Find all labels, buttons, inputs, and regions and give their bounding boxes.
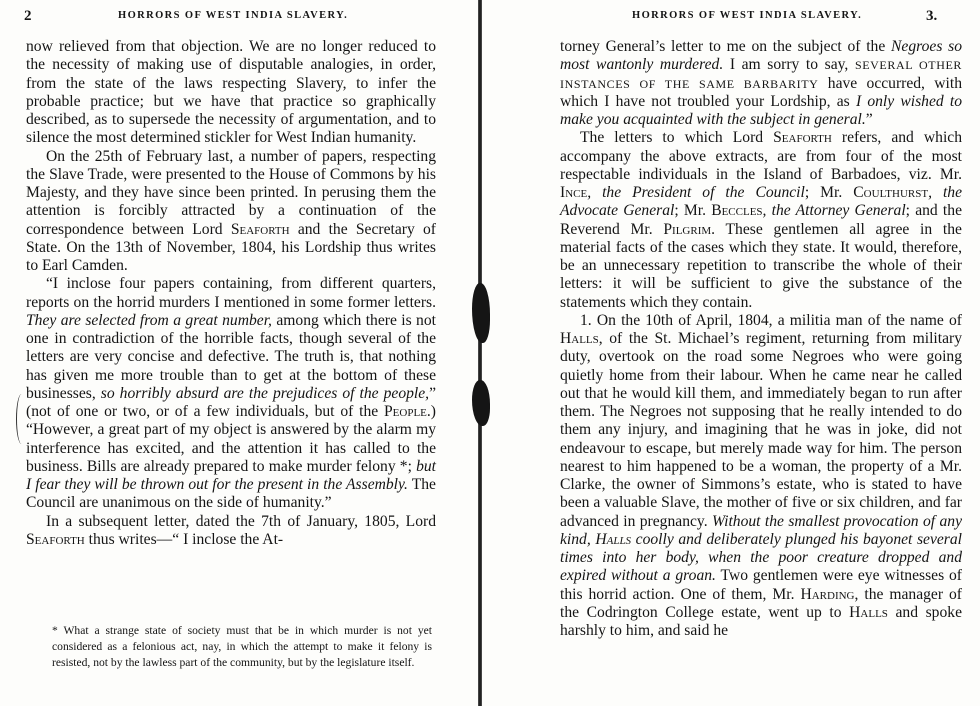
text-run: ” (not of one or two, or of a few individuals, but of the (26, 384, 436, 420)
left-paragraph-4 (26, 513, 436, 550)
right-running-head: HORRORS OF WEST INDIA SLAVERY. (632, 10, 863, 21)
text-run: ; Mr. (674, 202, 712, 220)
italic-run: , the Attorney General (762, 202, 906, 220)
text-run: among which there is not one in contradiction of the horrible facts, though several of the letters are very concise and defective. The truth is, that nothing has given me more trouble than to get at the bottom of these businesses, (26, 311, 436, 402)
italic-run: coolly and deliberately plunged his bayonet several times into her body, when the poor creature dropped and expired without a groan. (560, 530, 962, 585)
italic-run: Without the smallest provocation of any kind, (560, 512, 962, 548)
text-run: The Council are unanimous on the side of humanity.” (26, 476, 436, 512)
italic-run: They are selected from a great number, (26, 311, 272, 329)
name-coulthurst: Coulthurst (853, 184, 929, 201)
text-run: and spoke harshly to him, and said he (560, 603, 962, 639)
left-paragraph-1: now relieved from that objection. We are no longer reduced to the necessity of making use of disputable analogies, in order, from the state of the laws respecting Slavery, to infer the probable practice; but we have that practice so graphically described, as to supersede the necessity of argumentation, and to silence the most determined stickler for West Indian humanity. (26, 38, 436, 147)
italic-run: Negroes so most wantonly murdered. (560, 38, 962, 74)
italic-run: so horribly absurd are the prejudices of the people, (100, 384, 430, 402)
text-run: 1. On the 10th of April, 1804, a militia man of the name of (580, 311, 962, 329)
text-run: thus writes—“ I inclose the At- (84, 530, 284, 548)
italic-run: , the President of the Council (587, 184, 805, 201)
right-paragraph-3 (560, 312, 962, 641)
name-ince: Ince (560, 184, 588, 201)
left-body-text (26, 38, 436, 549)
left-footnote (52, 623, 432, 671)
text-run: The letters to which Lord (580, 129, 774, 147)
margin-pencil-mark (16, 394, 27, 444)
text-run: , of the St. Michael’s regiment, returning from military duty, overtook on the road some Negroes who were going quietly home from their labour. When he came near he called out that he would kill them, and immediately began to run after them. The Negroes not supposing that he really intended to do them any injury, and imagining that he was in joke, did not endeavour to escape, but merely made way for him. The person nearest to him happened to be a woman, the property of a Mr. Clarke, the owner of Simmons’s estate, who is stated to have been a valuable Slave, the mother of five or six children, and far advanced in pregnancy. (560, 330, 962, 530)
binding-shadow (472, 283, 490, 343)
text-run: ; and the Reverend Mr. (560, 202, 962, 238)
text-run: and the Secretary of State. On the 13th of November, 1804, his Lordship thus writes to Earl Camden. (26, 220, 436, 274)
name-pilgrim: Pilgrim (663, 220, 712, 238)
text-run: have occurred, with which I have not troubled your Lordship, as (560, 74, 962, 110)
small-caps-run: SEVERAL OTHER INSTANCES OF THE SAME BARBARITY (560, 58, 962, 91)
name-harding: Harding (800, 585, 855, 603)
text-run: , the manager of the Codrington College estate, went up to (560, 585, 962, 621)
italic-run: , the Advocate General (560, 184, 963, 220)
name-halls: Halls (560, 330, 599, 347)
left-paragraph-3-quote (26, 275, 436, 512)
right-page (490, 0, 980, 706)
right-page-number: 3. (926, 8, 938, 24)
footnote-text: * What a strange state of society must that be in which murder is not yet considered as a felonious act, nay, in which the attempt to make it felony is resisted, not by the lawless part of the community, but by the legislature itself. (52, 624, 432, 669)
name-halls: Halls (849, 603, 888, 621)
text-run: .) “However, a great part of my object is answered by the alarm my interference has excited, and the attention it has called to the business. Bills are already prepared to make murder felony *; (26, 403, 436, 475)
text-run: In a subsequent letter, dated the 7th of January, 1805, Lord (46, 512, 436, 530)
right-paragraph-1 (560, 38, 962, 129)
name-halls: Halls (595, 530, 632, 548)
text-run: . These gentlemen all agree in the material facts of the cases which they state. It would, therefore, be an unnecessary repetition to transcribe the whole of their letters: it will be sufficient to give the substance of the statements which they contain. (560, 220, 962, 311)
left-page-number: 2 (24, 8, 32, 24)
text-run: “I inclose four papers containing, from different quarters, reports on the horrid murders I mentioned in some former letters. (26, 275, 436, 311)
binding-shadow (472, 380, 490, 426)
left-running-head: HORRORS OF WEST INDIA SLAVERY. (118, 10, 349, 21)
text-run: torney General’s letter to me on the subject of the (560, 38, 891, 55)
text-run: On the 25th of February last, a number of papers, respecting the Slave Trade, were presented to the House of Commons by his Majesty, and they have since been printed. In perusing them the attention is forcibly attracted by a continuation of the correspondence between Lord (26, 147, 436, 238)
name-seaforth: Seaforth (230, 220, 290, 238)
text-run: Two gentlemen were eye witnesses of this horrid action. One of them, Mr. (560, 567, 962, 603)
text-run: ; Mr. (804, 184, 854, 201)
italic-run: but I fear they will be thrown out for the present in the Assembly. (26, 457, 436, 493)
left-paragraph-2 (26, 148, 436, 276)
right-paragraph-2 (560, 129, 962, 312)
text-run: refers, and which accompany the above extracts, are from four of the most respectable individuals in the Island of Barbadoes, viz. Mr. (560, 129, 962, 183)
left-page (0, 0, 470, 706)
text-run: ” (865, 111, 873, 128)
text-run: I am sorry to say, (723, 56, 855, 74)
italic-run: I only wished to make you acquainted with the subject in general. (560, 92, 962, 128)
name-beccles: Beccles (711, 202, 763, 220)
word-people: People (384, 403, 427, 420)
right-body-text (560, 38, 962, 640)
name-seaforth: Seaforth (26, 530, 85, 548)
book-gutter (478, 0, 482, 706)
name-seaforth: Seaforth (773, 129, 832, 147)
